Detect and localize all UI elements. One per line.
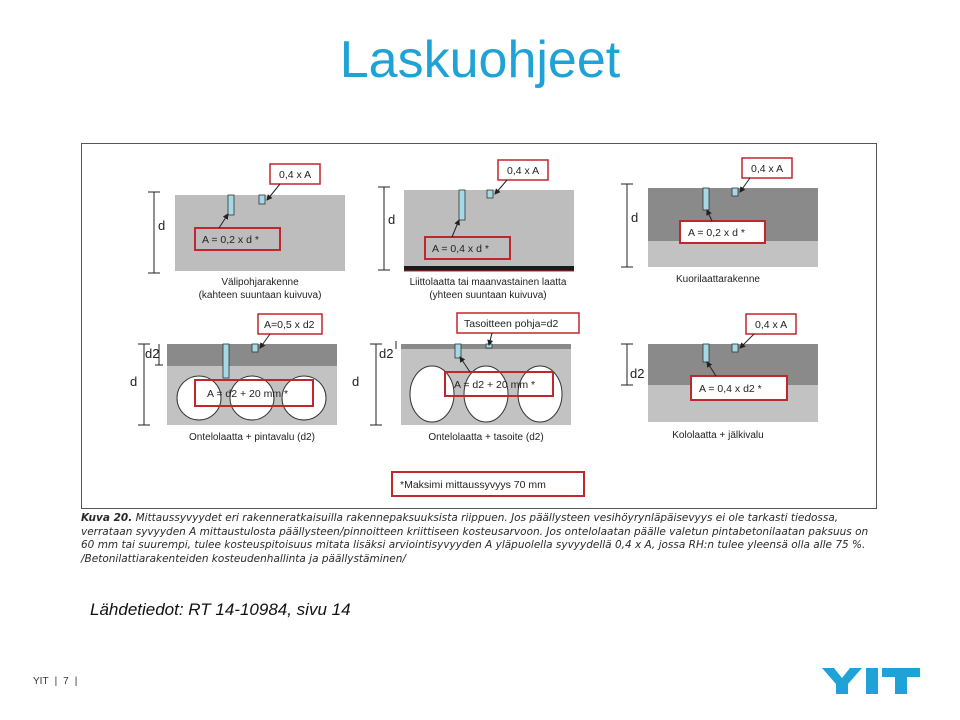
box-top-label: 0,4 x A bbox=[751, 163, 784, 175]
panel-label-sub: (kahteen suuntaan kuivuva) bbox=[198, 290, 322, 301]
panel-ontelolaatta-tasoite bbox=[352, 313, 579, 443]
dim-label: d bbox=[158, 218, 166, 233]
panel-kololaatta bbox=[621, 314, 818, 441]
panel-label: Ontelolaatta + tasoite (d2) bbox=[428, 432, 544, 443]
panel-label: Kololaatta + jälkivalu bbox=[672, 430, 764, 441]
panel-liittolaatta bbox=[378, 160, 574, 301]
panel-label: Välipohjarakenne bbox=[221, 277, 299, 288]
panel-ontelolaatta-pintavalu bbox=[130, 314, 337, 443]
footer-sep: | bbox=[54, 676, 58, 687]
dim-label: d bbox=[130, 374, 138, 389]
max-depth-note: *Maksimi mittaussyvyys 70 mm bbox=[400, 479, 546, 491]
caption-text: Mittaussyvyydet eri rakenneratkaisuilla rakennepaksuuksista riippuen. Jos päällysteen vesihöyrynläpäisevyys ei ole tarkasti tiedossa, verrataan syvyyden A mittaustulosta päällysteen/pinnoitteen kriittiseen kosteusarvoon. Jos ontelolaatan päälle valetun pintabetonilaatan paksuus on 60 mm tai suurempi, tulee kosteuspitoisuus mitata lisäksi arviointisyvyyden A yläpuolella syvyydellä 0,4 x A, jossa RH:n tulee yleensä olla alle 75 %. /Betonilattiarakenteiden kosteudenhallinta ja päällystäminen/ bbox=[81, 512, 869, 565]
measurement-figure bbox=[81, 143, 877, 509]
page-number: 7 bbox=[63, 676, 69, 687]
box-formula: A = 0,2 x d * bbox=[688, 227, 745, 239]
figure-caption bbox=[81, 512, 881, 566]
box-formula: A = 0,4 x d2 * bbox=[699, 383, 762, 395]
panel-kuorilaatta bbox=[621, 158, 818, 285]
footer-sep: | bbox=[74, 676, 78, 687]
footer-brand: YIT bbox=[33, 676, 49, 687]
box-formula: A = 0,4 x d * bbox=[432, 243, 489, 255]
box-formula: A = d2 + 20 mm * bbox=[207, 388, 289, 400]
box-formula: A = 0,2 x d * bbox=[202, 234, 259, 246]
box-top-label: 0,4 x A bbox=[279, 169, 312, 181]
slide-title: Laskuohjeet bbox=[339, 31, 621, 89]
panel-label: Kuorilaattarakenne bbox=[676, 274, 760, 285]
caption-lead: Kuva 20. bbox=[81, 512, 133, 524]
box-top-label: A=0,5 x d2 bbox=[264, 319, 315, 331]
logo-text: YIT bbox=[822, 649, 847, 666]
dim-label: d bbox=[352, 374, 360, 389]
dim2-label: d2 bbox=[630, 366, 645, 381]
box-top-label: Tasoitteen pohja=d2 bbox=[464, 318, 559, 330]
panel-label-sub: (yhteen suuntaan kuivuva) bbox=[429, 290, 547, 301]
dim-label: d bbox=[388, 212, 396, 227]
dim-label: d bbox=[631, 210, 639, 225]
box-top-label: 0,4 x A bbox=[507, 165, 540, 177]
box-formula: A = d2 + 20 mm * bbox=[454, 379, 536, 391]
slide-footer bbox=[33, 676, 83, 687]
dim2-label: d2 bbox=[379, 346, 394, 361]
source-reference: Lähdetiedot: RT 14-10984, sivu 14 bbox=[90, 600, 351, 619]
panel-valipohja bbox=[148, 164, 345, 301]
figure-diagram bbox=[82, 144, 876, 508]
panel-label: Liittolaatta tai maanvastainen laatta bbox=[409, 277, 567, 288]
panel-label: Ontelolaatta + pintavalu (d2) bbox=[189, 432, 315, 443]
dim2-label: d2 bbox=[145, 346, 160, 361]
box-top-label: 0,4 x A bbox=[755, 319, 788, 331]
yit-logo bbox=[822, 649, 922, 696]
